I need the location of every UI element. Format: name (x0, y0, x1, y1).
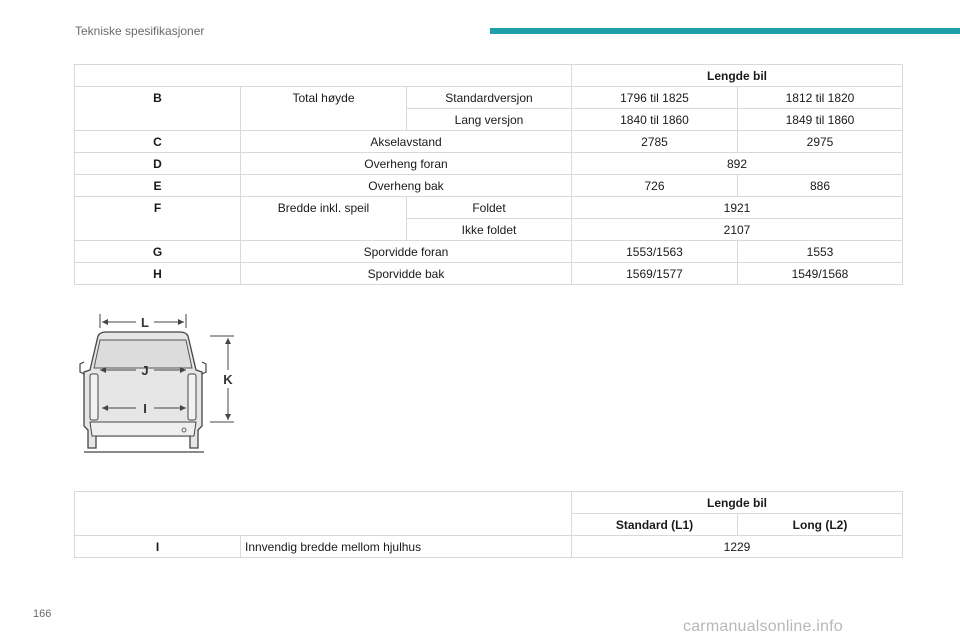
rear-bumper (90, 422, 196, 436)
value-cell: 2975 (738, 131, 903, 153)
length-header: Lengde bil (572, 65, 903, 87)
header-accent-bar (490, 28, 960, 34)
row-label: Overheng bak (241, 175, 572, 197)
sub-label: Standardversjon (407, 87, 572, 109)
row-label: Bredde inkl. speil (241, 197, 407, 241)
sub-label: Lang versjon (407, 109, 572, 131)
value-cell: 892 (572, 153, 903, 175)
table-header-row (75, 492, 903, 514)
value-cell: 1921 (572, 197, 903, 219)
row-label: Sporvidde foran (241, 241, 572, 263)
left-tail-light (90, 374, 98, 420)
table-row (75, 153, 903, 175)
row-letter: F (75, 197, 241, 241)
value-cell: 2107 (572, 219, 903, 241)
row-letter: D (75, 153, 241, 175)
row-letter: C (75, 131, 241, 153)
table-row (75, 131, 903, 153)
label-l: L (141, 315, 149, 330)
value-cell: 1812 til 1820 (738, 87, 903, 109)
column-header-l1: Standard (L1) (572, 514, 738, 536)
page-number: 166 (33, 608, 52, 620)
row-label: Innvendig bredde mellom hjulhus (241, 536, 572, 558)
value-cell: 1849 til 1860 (738, 109, 903, 131)
page-header-title: Tekniske spesifikasjoner (75, 24, 205, 38)
dimensions-table-2 (74, 491, 903, 558)
table-row (75, 197, 903, 219)
label-j: J (141, 363, 149, 378)
arrow-head (178, 319, 184, 325)
right-tail-light (188, 374, 196, 420)
row-letter: E (75, 175, 241, 197)
header-empty-cell (75, 514, 572, 536)
table-header-row (75, 65, 903, 87)
value-cell: 1229 (572, 536, 903, 558)
arrow-head (225, 338, 231, 344)
value-cell: 1840 til 1860 (572, 109, 738, 131)
value-cell: 1796 til 1825 (572, 87, 738, 109)
column-header-l2: Long (L2) (738, 514, 903, 536)
header-empty-cell (75, 65, 572, 87)
sub-label: Ikke foldet (407, 219, 572, 241)
label-i: I (143, 401, 147, 416)
row-label: Sporvidde bak (241, 263, 572, 285)
header-empty-cell (75, 492, 572, 514)
table-row (75, 175, 903, 197)
table-row (75, 241, 903, 263)
value-cell: 1553/1563 (572, 241, 738, 263)
row-label: Overheng foran (241, 153, 572, 175)
table-header-row (75, 514, 903, 536)
row-letter: I (75, 536, 241, 558)
value-cell: 886 (738, 175, 903, 197)
arrow-head (102, 319, 108, 325)
value-cell: 1549/1568 (738, 263, 903, 285)
value-cell: 1553 (738, 241, 903, 263)
value-cell: 2785 (572, 131, 738, 153)
dimensions-table-1 (74, 64, 903, 285)
sub-label: Foldet (407, 197, 572, 219)
row-letter: B (75, 87, 241, 131)
table-row (75, 263, 903, 285)
label-k: K (223, 372, 233, 387)
arrow-head (225, 414, 231, 420)
row-label: Total høyde (241, 87, 407, 131)
length-header: Lengde bil (572, 492, 903, 514)
row-letter: H (75, 263, 241, 285)
table-row (75, 87, 903, 109)
value-cell: 1569/1577 (572, 263, 738, 285)
value-cell: 726 (572, 175, 738, 197)
watermark: carmanualsonline.info (683, 618, 843, 635)
row-letter: G (75, 241, 241, 263)
table-row (75, 536, 903, 558)
row-label: Akselavstand (241, 131, 572, 153)
van-rear-diagram (78, 312, 248, 460)
